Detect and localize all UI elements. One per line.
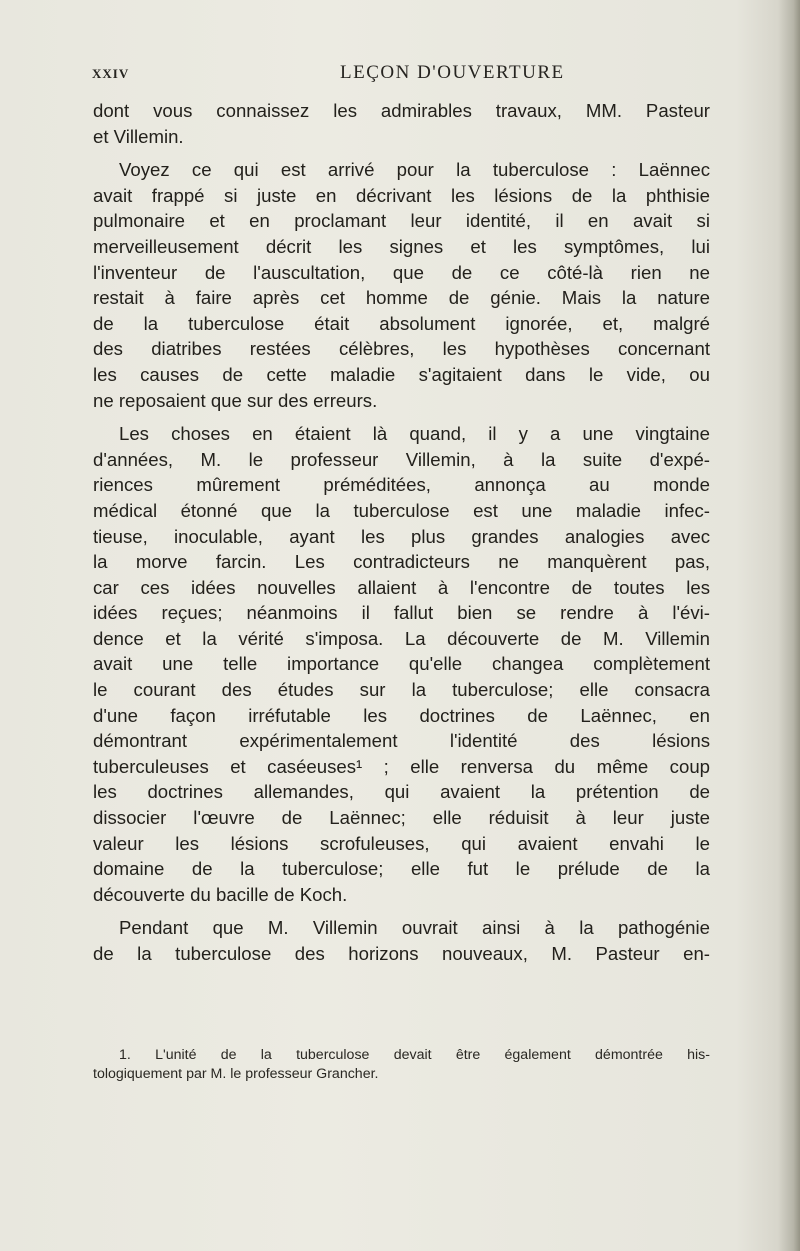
text-line: la morve farcin. Les contradicteurs ne manquèrent pas, [93, 551, 710, 573]
text-line: des diatribes restées célèbres, les hypothèses concernant [93, 338, 710, 360]
text-line: d'une façon irréfutable les doctrines de Laënnec, en [93, 704, 710, 726]
text-line: car ces idées nouvelles allaient à l'encontre de toutes les [93, 576, 710, 598]
paragraph [93, 157, 710, 413]
text-line: dence et la vérité s'imposa. La découverte de M. Villemin [93, 627, 710, 649]
text-line: de la tuberculose était absolument ignorée, et, malgré [93, 312, 710, 334]
text-line: le courant des études sur la tuberculose; elle consacra [93, 679, 710, 701]
text-line: démontrant expérimentalement l'identité des lésions [93, 730, 710, 752]
text-line: découverte du bacille de Koch. [93, 883, 348, 905]
text-line: restait à faire après cet homme de génie. Mais la nature [93, 287, 710, 309]
text-line: avait une telle importance qu'elle changea complètement [93, 653, 710, 675]
page-edge-shadow [778, 0, 800, 1251]
text-line: et Villemin. [93, 125, 184, 147]
text-line: Les choses en étaient là quand, il y a une vingtaine [119, 423, 710, 445]
body-text [93, 98, 710, 967]
text-line: riences mûrement préméditées, annonça au monde [93, 474, 710, 496]
footnotes [93, 1046, 710, 1084]
running-head [92, 62, 712, 86]
running-title: LEÇON D'OUVERTURE [340, 62, 565, 83]
text-line: avait frappé si juste en décrivant les lésions de la phthisie [93, 184, 710, 206]
text-line: médical étonné que la tuberculose est une maladie infec- [93, 499, 710, 521]
text-line: tieuse, inoculable, ayant les plus grandes analogies avec [93, 525, 710, 547]
text-line: d'années, M. le professeur Villemin, à la suite d'expé- [93, 448, 710, 470]
text-line: dont vous connaissez les admirables travaux, MM. Pasteur [93, 100, 710, 121]
text-line: merveilleusement décrit les signes et les symptômes, lui [93, 235, 710, 257]
text-line: Voyez ce qui est arrivé pour la tuberculose : Laënnec [119, 159, 710, 181]
paragraph [93, 98, 710, 149]
text-line: les doctrines allemandes, qui avaient la prétention de [93, 781, 710, 803]
paragraph [93, 421, 710, 907]
footnote-line: tologiquement par M. le professeur Grancher. [93, 1066, 379, 1082]
text-line: idées reçues; néanmoins il fallut bien se rendre à l'évi- [93, 602, 710, 624]
paragraph [93, 915, 710, 966]
footnote-line: 1. L'unité de la tuberculose devait être également démontrée his- [119, 1047, 710, 1063]
page-number: XXIV [92, 66, 130, 81]
text-line: l'inventeur de l'auscultation, que de ce côté-là rien ne [93, 261, 710, 283]
text-line: ne reposaient que sur des erreurs. [93, 389, 378, 411]
text-line: de la tuberculose des horizons nouveaux, M. Pasteur en- [93, 943, 710, 964]
text-line: tuberculeuses et caséeuses¹ ; elle renversa du même coup [93, 755, 710, 777]
text-line: dissocier l'œuvre de Laënnec; elle réduisit à leur juste [93, 807, 710, 829]
text-line: les causes de cette maladie s'agitaient dans le vide, ou [93, 363, 710, 385]
text-line: Pendant que M. Villemin ouvrait ainsi à la pathogénie [119, 917, 710, 939]
text-line: domaine de la tuberculose; elle fut le prélude de la [93, 858, 710, 880]
text-line: valeur les lésions scrofuleuses, qui avaient envahi le [93, 832, 710, 854]
text-line: pulmonaire et en proclamant leur identité, il en avait si [93, 210, 710, 232]
